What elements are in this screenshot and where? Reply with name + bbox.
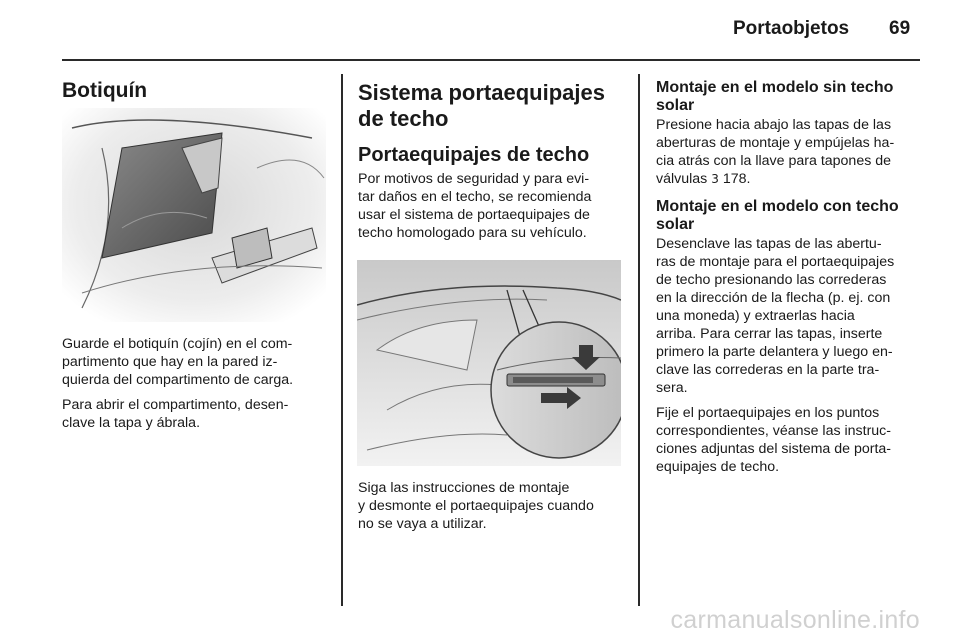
con-techo-solar-paragraph: Desenclave las tapas de las abertu- ras de montaje para el portaequipajes de techo presionando las correderas en la dirección de la flecha (p. ej. con una moneda) y extraerlas hacia arriba. Para cerrar las tapas, inserte primero la parte delantera y luego en- clave las correderas en la parte tra- sera. bbox=[656, 236, 895, 396]
page-reference-number[interactable]: 178. bbox=[722, 171, 751, 187]
right-column bbox=[656, 79, 926, 483]
header-rule bbox=[62, 59, 920, 61]
watermark: carmanualsonline.info bbox=[670, 606, 920, 634]
first-aid-compartment-illustration bbox=[62, 108, 326, 322]
page-title: Portaobjetos bbox=[733, 18, 850, 39]
middle-body-lower bbox=[358, 479, 628, 540]
botiquin-paragraph-2: Para abrir el compartimento, desen- clave la tapa y ábrala. bbox=[62, 397, 289, 431]
heading-sin-techo-solar: Montaje en el modelo sin techo solar bbox=[656, 79, 894, 114]
botiquin-paragraph-1: Guarde el botiquín (cojín) en el com- partimento que hay en la pared iz- quierda del compartimento de carga. bbox=[62, 336, 294, 388]
page-number: 69 bbox=[889, 18, 911, 39]
fijacion-paragraph: Fije el portaequipajes en los puntos correspondientes, véanse las instruc- ciones adjuntas del sistema de porta- equipajes de techo. bbox=[656, 405, 892, 475]
section-heading-botiquin: Botiquín bbox=[62, 79, 148, 102]
column-divider-right bbox=[638, 74, 640, 606]
portaequipajes-paragraph-2: Siga las instrucciones de montaje y desmonte el portaequipajes cuando no se vaya a utilizar. bbox=[358, 480, 594, 532]
heading-con-techo-solar: Montaje en el modelo con techo solar bbox=[656, 198, 899, 233]
section-heading-sistema-portaequipajes: Sistema portaequipajes de techo bbox=[358, 80, 605, 131]
page-reference-icon[interactable]: 3 bbox=[711, 172, 719, 186]
subheading-portaequipajes-de-techo: Portaequipajes de techo bbox=[358, 144, 590, 166]
column-divider-left bbox=[341, 74, 343, 606]
sin-techo-solar-paragraph: Presione hacia abajo las tapas de las aberturas de montaje y empújelas ha- cia atrás con la llave para tapones de válvulas 3 178. bbox=[656, 117, 895, 187]
middle-column bbox=[358, 80, 628, 249]
portaequipajes-paragraph-1: Por motivos de seguridad y para evi- tar daños en el techo, se recomienda usar el sistema de portaequipajes de techo homologado para su vehículo. bbox=[358, 171, 592, 241]
roof-rack-mount-illustration bbox=[357, 260, 621, 466]
left-column bbox=[62, 79, 328, 102]
left-body bbox=[62, 335, 330, 439]
